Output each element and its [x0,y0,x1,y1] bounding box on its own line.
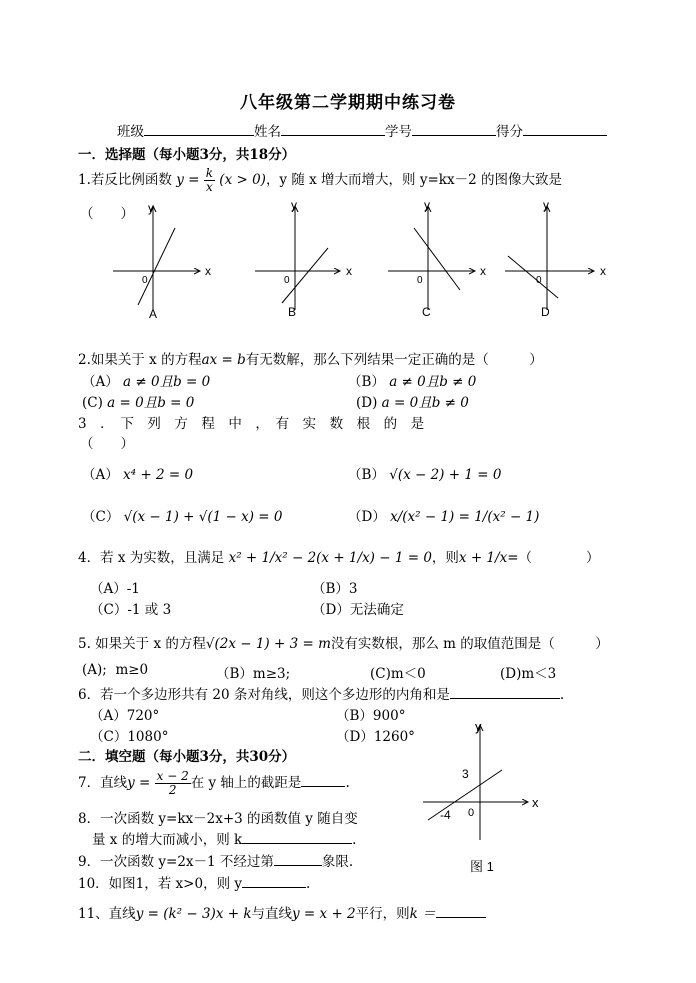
q8-blank[interactable] [242,829,352,844]
figure-1 [420,715,550,880]
q1-fraction: $\frac{k}{x}$ [205,166,213,194]
q6-stem: 6．若一个多边形共有 20 条对角线，则这个多边形的内角和是 . [78,683,564,703]
class-label: 班级 [117,124,144,140]
graph-c-label: C [422,305,431,319]
q9-stem: 9．一次函数 y=2x－1 不经过第 象限. [78,850,353,870]
figure1-x-intercept: -4 [440,808,451,822]
graph-d-x-label: x [600,264,606,278]
q3-stem: 3 ． 下 列 方 程 中 ， 有 实 数 根 的 是 [78,416,425,432]
name-blank[interactable] [281,121,385,136]
q4-option-b[interactable]: （B）3 [312,581,358,597]
graph-c-origin: 0 [417,275,423,286]
figure1-caption: 图 1 [470,859,494,874]
q2-stem: 2.如果关于 x 的方程ax = b有无数解，那么下列结果一定正确的是（ ） [78,352,543,368]
graph-b[interactable] [255,198,352,319]
q4-option-c[interactable]: （C）-1 或 3 [90,602,172,618]
q5-option-d[interactable]: (D)m＜3 [500,666,557,682]
q5-option-b[interactable]: （B）m≥3; [216,666,291,682]
graph-b-label: B [288,305,297,319]
q3-answer-paren: （ ） [80,436,134,452]
id-label: 学号 [385,124,412,140]
q6-option-a[interactable]: （A）720° [90,708,160,724]
graph-b-origin: 0 [284,275,290,286]
q2-option-c[interactable]: (C) a = 0且b = 0 [82,395,195,411]
figure1-y-label: y [475,719,482,734]
q7-fraction: $\frac{x - 2}{2}$ [156,769,189,797]
q4-option-a[interactable]: （A）-1 [90,581,140,597]
score-label: 得分 [496,124,523,140]
q11-stem: 11、直线y = (k² − 3)x + k与直线y = x + 2平行，则k ＝ [78,902,486,922]
q1-answer-paren: （ ） [80,206,134,222]
graph-d-y-label: y [543,198,549,212]
q7-stem: 7．直线y = $\frac{x - 2}{2}$ 在 y 轴上的截距是 . [78,769,350,797]
graph-c-x-label: x [480,264,486,278]
q8-line2: 量 x 的增大而减小，则 k . [92,828,356,848]
q10-blank[interactable] [242,873,306,888]
graph-a-y-label: y [148,201,154,215]
q2-option-d[interactable]: (D) a = 0且b ≠ 0 [356,395,469,411]
q2-option-b[interactable]: （B） a ≠ 0且b ≠ 0 [348,374,477,390]
q6-option-d[interactable]: （D）1260° [336,729,415,745]
q4-option-d[interactable]: （D）无法确定 [312,602,404,618]
id-blank[interactable] [412,121,496,136]
q1-stem: 1.若反比例函数 y = $\frac{k}{x}$ (x > 0)，y 随 x 增大而增大，则 y=kx－2 的图像大致是 [78,166,562,194]
q5-stem: 5. 如果关于 x 的方程√(2x − 1) + 3 = m没有实数根，那么 m 的取值范围是（ ） [78,636,609,652]
score-blank[interactable] [523,121,607,136]
q4-stem: 4．若 x 为实数，且满足 x² + 1/x² − 2(x + 1/x) − 1 = 0，则x + 1/x=（ ） [78,550,600,566]
q2-option-a[interactable]: （A） a ≠ 0且b = 0 [82,374,211,390]
figure1-origin: 0 [468,807,475,819]
q3-option-d[interactable]: （D） x/(x² − 1) = 1/(x² − 1) [348,509,540,525]
graph-d[interactable] [505,198,606,319]
graph-a-origin: 0 [142,275,148,286]
graph-c-y-label: y [424,198,430,212]
class-blank[interactable] [144,121,254,136]
q3-option-c[interactable]: （C） √(x − 1) + √(1 − x) = 0 [82,509,283,525]
graph-b-y-label: y [291,198,297,212]
graph-b-x-label: x [346,264,352,278]
student-info-row [117,120,607,140]
graph-a-label: A [149,307,158,321]
q6-option-c[interactable]: （C）1080° [90,729,169,745]
graph-a-x-label: x [205,264,211,278]
figure1-y-intercept: 3 [462,767,469,781]
graph-d-label: D [541,305,550,319]
section2-heading: 二．填空题（每小题3分，共30分） [78,749,296,765]
graph-a[interactable] [113,201,211,321]
section1-heading: 一．选择题（每小题3分，共18分） [78,147,296,163]
graph-c[interactable] [388,198,486,319]
q3-option-b[interactable]: （B） √(x − 2) + 1 = 0 [348,467,502,483]
q8-line1: 8．一次函数 y=kx－2x+3 的函数值 y 随自变 [78,811,358,827]
q3-option-a[interactable]: （A） x⁴ + 2 = 0 [82,467,194,483]
name-label: 姓名 [254,124,281,140]
q6-blank[interactable] [450,684,560,699]
page-title: 八年级第二学期期中练习卷 [240,93,456,113]
q5-option-a[interactable]: (A); m≥0 [82,662,149,678]
q9-blank[interactable] [274,851,322,866]
q11-blank[interactable] [436,903,486,918]
q10-stem: 10．如图1，若 x>0，则 y . [78,872,310,892]
graph-d-origin: 0 [536,275,542,286]
q5-option-c[interactable]: (C)m＜0 [370,666,426,682]
figure1-x-label: x [532,795,539,810]
q7-blank[interactable] [301,772,345,787]
q1-graphs [100,198,630,323]
q6-option-b[interactable]: （B）900° [336,708,406,724]
